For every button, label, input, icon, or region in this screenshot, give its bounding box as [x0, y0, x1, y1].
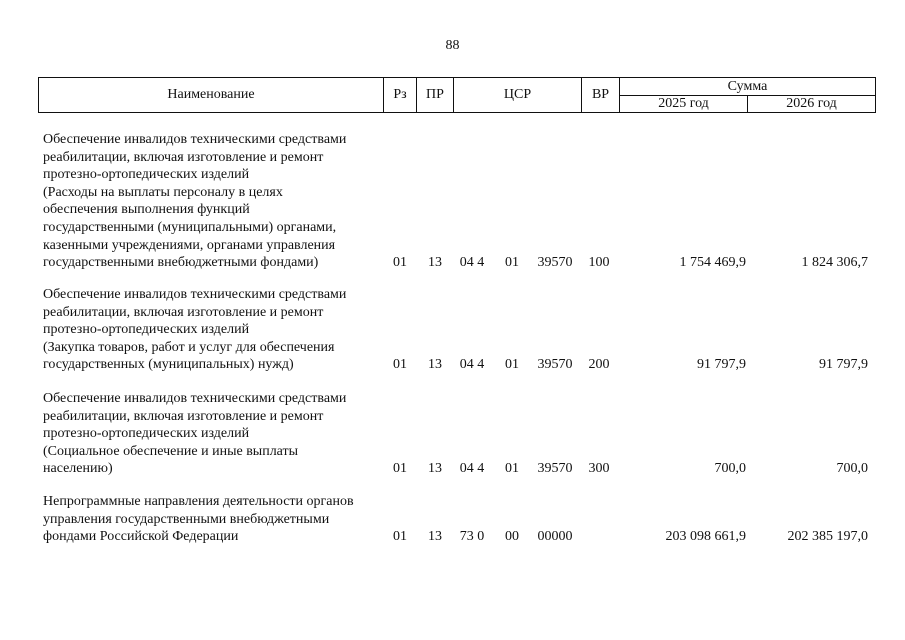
- cell-sum-2025: 91 797,9: [697, 357, 746, 373]
- table-row: [0, 286, 905, 374]
- table-row: [0, 390, 905, 478]
- table-header: [38, 77, 876, 113]
- cell-csr-program: 04 4: [459, 357, 485, 373]
- row-name: [43, 493, 388, 546]
- row-name: [43, 286, 388, 374]
- row-name-line: Обеспечение инвалидов техническими средствами: [43, 132, 347, 147]
- row-name-line: (Закупка товаров, работ и услуг для обеспечения: [43, 339, 335, 355]
- cell-csr-direction: 00000: [537, 529, 573, 545]
- cell-csr-subprogram: 01: [505, 461, 519, 477]
- cell-sum-2026: 1 824 306,7: [801, 255, 868, 271]
- header-2026: 2026 год: [748, 96, 876, 113]
- row-name-line: протезно-ортопедических изделий: [43, 426, 250, 442]
- row-name-line: реабилитации, включая изготовление и ремонт: [43, 304, 324, 320]
- header-csr: ЦСР: [454, 78, 582, 113]
- cell-csr-program: 04 4: [459, 255, 485, 271]
- header-sum: Сумма: [620, 78, 876, 96]
- row-name-line: обеспечения выполнения функций: [43, 202, 250, 218]
- cell-csr-direction: 39570: [537, 255, 573, 271]
- cell-sum-2026: 202 385 197,0: [787, 529, 868, 545]
- row-name-line: казенными учреждениями, органами управления: [43, 237, 336, 253]
- cell-sum-2025: 700,0: [714, 461, 746, 477]
- row-name-line: Обеспечение инвалидов техническими средствами: [43, 287, 347, 302]
- row-name-line: государственными внебюджетными фондами): [43, 255, 319, 271]
- cell-sum-2025: 1 754 469,9: [679, 255, 746, 271]
- cell-rz: 01: [393, 461, 407, 477]
- cell-pr: 13: [428, 529, 442, 545]
- row-name-line: Обеспечение инвалидов техническими средствами: [43, 391, 347, 406]
- cell-rz: 01: [393, 529, 407, 545]
- row-name-line: (Социальное обеспечение и иные выплаты: [43, 443, 299, 459]
- row-name-line: протезно-ортопедических изделий: [43, 167, 250, 183]
- cell-csr-subprogram: 01: [505, 255, 519, 271]
- row-name-line: управления государственными внебюджетными: [43, 511, 330, 527]
- cell-csr-direction: 39570: [537, 461, 573, 477]
- cell-csr-direction: 39570: [537, 357, 573, 373]
- cell-sum-2025: 203 098 661,9: [665, 529, 746, 545]
- row-name-line: фондами Российской Федерации: [43, 529, 239, 545]
- cell-vr: 300: [588, 461, 610, 477]
- row-name-line: протезно-ортопедических изделий: [43, 322, 250, 338]
- table-row: [0, 131, 905, 272]
- cell-pr: 13: [428, 255, 442, 271]
- cell-csr-subprogram: 01: [505, 357, 519, 373]
- cell-rz: 01: [393, 357, 407, 373]
- cell-sum-2026: 700,0: [836, 461, 868, 477]
- cell-rz: 01: [393, 255, 407, 271]
- row-name-line: государственными (муниципальными) органами,: [43, 219, 337, 235]
- row-name-line: населению): [43, 461, 113, 477]
- cell-csr-program: 73 0: [459, 529, 485, 545]
- cell-vr: 100: [588, 255, 610, 271]
- cell-pr: 13: [428, 461, 442, 477]
- row-name: [43, 390, 388, 478]
- header-2025: 2025 год: [620, 96, 748, 113]
- row-name-line: реабилитации, включая изготовление и ремонт: [43, 408, 324, 424]
- row-name-line: государственных (муниципальных) нужд): [43, 357, 294, 373]
- row-name: [43, 131, 388, 272]
- cell-csr-subprogram: 00: [505, 529, 519, 545]
- header-pr: ПР: [417, 78, 454, 113]
- cell-vr: 200: [588, 357, 610, 373]
- row-name-line: реабилитации, включая изготовление и ремонт: [43, 149, 324, 165]
- cell-pr: 13: [428, 357, 442, 373]
- cell-sum-2026: 91 797,9: [819, 357, 868, 373]
- row-name-line: Непрограммные направления деятельности органов: [43, 494, 354, 509]
- page-number: 88: [445, 38, 460, 53]
- table-row: [0, 493, 905, 546]
- cell-csr-program: 04 4: [459, 461, 485, 477]
- header-rz: Рз: [384, 78, 417, 113]
- row-name-line: (Расходы на выплаты персоналу в целях: [43, 184, 283, 200]
- header-name: Наименование: [39, 78, 384, 113]
- header-vr: ВР: [582, 78, 620, 113]
